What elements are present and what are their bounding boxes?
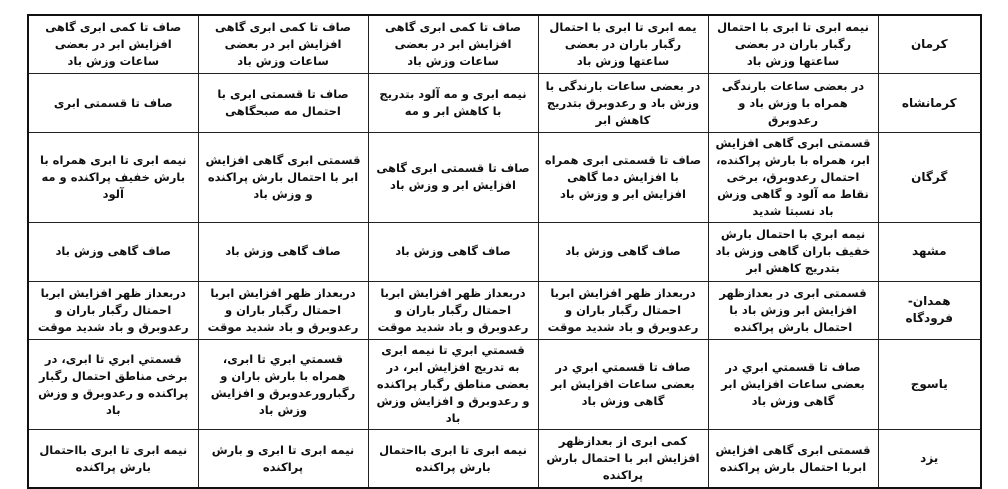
forecast-day-4-cell: قسمتي ابري تا ابری، همراه با بارش باران و رگبارورعدوبرق و افزایش وزش باد — [198, 340, 368, 430]
forecast-table-body — [28, 15, 981, 488]
forecast-day-3-cell: صاف گاهی وزش باد — [368, 222, 538, 281]
city-name-cell: مشهد — [878, 222, 981, 281]
table-row — [28, 15, 981, 74]
forecast-day-1-cell: قسمتی ابری در بعدازظهر افزایش ابر وزش باد با احتمال بارش پراکنده — [708, 281, 878, 340]
city-name-cell: کرمان — [878, 15, 981, 74]
forecast-day-3-cell: نیمه ابری و مه آلود بتدریج با کاهش ابر و مه — [368, 74, 538, 133]
forecast-day-2-cell: صاف تا قسمتی ابری همراه با افزایش دما گاهی افزایش ابر و وزش باد — [538, 132, 708, 222]
forecast-day-1-cell: نیمه ابري با احتمال بارش خفیف باران گاهی وزش باد بتدریج کاهش ابر — [708, 222, 878, 281]
forecast-day-3-cell: صاف تا قسمتی ابری گاهی افزایش ابر و وزش باد — [368, 132, 538, 222]
forecast-day-5-cell: دربعداز ظهر افزایش ابربا احمتال رگبار باران و رعدوبرق و باد شدید موقت — [28, 281, 198, 340]
forecast-day-3-cell: قسمتي ابري تا نیمه ابری به تدریج افزایش ابر، در بعضی مناطق رگبار پراکنده و رعدوبرق و افزایش وزش باد — [368, 340, 538, 430]
forecast-day-1-cell: در بعضی ساعات بارندگی همراه با وزش باد و رعدوبرق — [708, 74, 878, 133]
forecast-day-4-cell: صاف گاهی وزش باد — [198, 222, 368, 281]
city-name-cell: کرمانشاه — [878, 74, 981, 133]
forecast-day-2-cell: کمی ابری از بعدازظهر افزایش ابر با احتمال بارش پراکنده — [538, 430, 708, 489]
forecast-day-3-cell: دربعداز ظهر افزایش ابربا احمتال رگبار باران و رعدوبرق و باد شدید موقت — [368, 281, 538, 340]
forecast-day-3-cell: نیمه ابری تا ابری بااحتمال بارش پراکنده — [368, 430, 538, 489]
table-row — [28, 340, 981, 430]
table-row — [28, 281, 981, 340]
forecast-day-4-cell: صاف تا کمی ابری گاهی افزایش ابر در بعضی ساعات وزش باد — [198, 15, 368, 74]
forecast-day-2-cell: دربعداز ظهر افزایش ابربا احمتال رگبار باران و رعدوبرق و باد شدید موقت — [538, 281, 708, 340]
forecast-day-4-cell: دربعداز ظهر افزایش ابربا احمتال رگبار باران و رعدوبرق و باد شدید موقت — [198, 281, 368, 340]
forecast-day-1-cell: صاف تا قسمتي ابري در بعضی ساعات افزایش ابر گاهی وزش باد — [708, 340, 878, 430]
forecast-day-5-cell: صاف گاهی وزش باد — [28, 222, 198, 281]
forecast-day-5-cell: صاف تا کمی ابری گاهی افزایش ابر در بعضی ساعات وزش باد — [28, 15, 198, 74]
forecast-day-1-cell: قسمتی ابری گاهی افزایش ابر، همراه با بارش پراکنده، احتمال رعدوبرق، برخی نقاط مه آلود و گاهی وزش باد نسبتا شدید — [708, 132, 878, 222]
forecast-day-4-cell: نیمه ابری تا ابری و بارش پراکنده — [198, 430, 368, 489]
forecast-day-5-cell: قسمتي ابري تا ابری، در برخی مناطق احتمال رگبار پراکنده و رعدوبرق و وزش باد — [28, 340, 198, 430]
forecast-day-1-cell: نیمه ابری تا ابری با احتمال رگبار باران در بعضی ساعتها وزش باد — [708, 15, 878, 74]
table-row — [28, 430, 981, 489]
table-row — [28, 74, 981, 133]
forecast-day-2-cell: صاف گاهی وزش باد — [538, 222, 708, 281]
city-name-cell: یزد — [878, 430, 981, 489]
weather-forecast-table — [27, 14, 982, 489]
forecast-day-5-cell: نیمه ابری تا ابری همراه با بارش خفیف پراکنده و مه آلود — [28, 132, 198, 222]
forecast-day-3-cell: صاف تا کمی ابری گاهی افزایش ابر در بعضی ساعات وزش باد — [368, 15, 538, 74]
forecast-day-5-cell: نیمه ابری تا ابری بااحتمال بارش پراکنده — [28, 430, 198, 489]
table-row — [28, 132, 981, 222]
forecast-day-4-cell: صاف تا قسمتی ابری با احتمال مه صبحگاهی — [198, 74, 368, 133]
forecast-day-2-cell: یمه ابری تا ابری با احتمال رگبار باران در بعضی ساعتها وزش باد — [538, 15, 708, 74]
forecast-day-5-cell: صاف تا قسمتی ابری — [28, 74, 198, 133]
forecast-day-4-cell: قسمتی ابری گاهی افزایش ابر با احتمال بارش پراکنده و وزش باد — [198, 132, 368, 222]
city-name-cell: گرگان — [878, 132, 981, 222]
forecast-day-1-cell: قسمتی ابری گاهی افزایش ابربا احتمال بارش پراکنده — [708, 430, 878, 489]
city-name-cell: همدان- فرودگاه — [878, 281, 981, 340]
forecast-day-2-cell: در بعضی ساعات بارندگی با وزش باد و رعدوبرق بتدریج کاهش ابر — [538, 74, 708, 133]
table-row — [28, 222, 981, 281]
city-name-cell: یاسوج — [878, 340, 981, 430]
forecast-day-2-cell: صاف تا قسمتي ابري در بعضی ساعات افزایش ابر گاهی وزش باد — [538, 340, 708, 430]
